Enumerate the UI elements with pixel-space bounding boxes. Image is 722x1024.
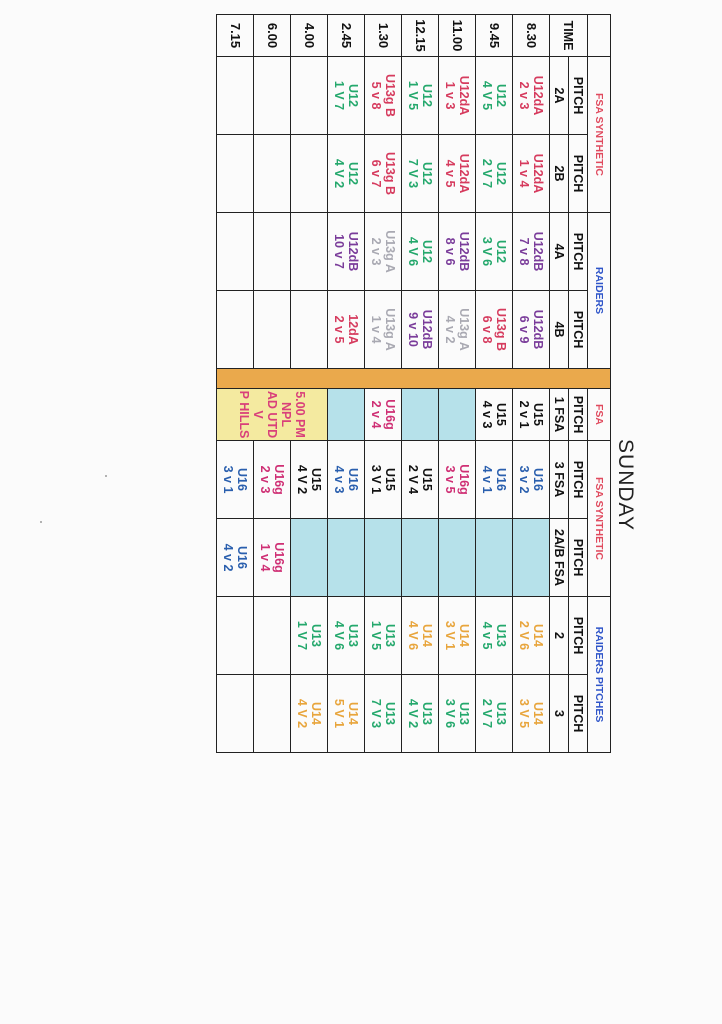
pitch-id-header: 3 [550, 675, 569, 753]
time-cell: 7.15 [217, 15, 254, 57]
team-label: U13 [494, 702, 508, 725]
team-label: U12dB [420, 309, 434, 350]
empty-block [365, 519, 402, 597]
match-cell [402, 441, 439, 519]
match-label: 4 V 6 [332, 620, 346, 651]
match-cell [217, 675, 254, 753]
match-cell [365, 441, 402, 519]
npl-fixture [217, 389, 328, 441]
match-cell [328, 441, 365, 519]
pitch-header: PITCH [569, 389, 588, 441]
match-cell [513, 597, 550, 675]
match-cell [291, 57, 328, 135]
match-label: 2 v 3 [258, 465, 272, 494]
match-cell [328, 213, 365, 291]
group-fsa: FSA [588, 389, 611, 441]
match-cell [513, 291, 550, 369]
match-label: 4 V 2 [332, 158, 346, 189]
match-label: 5 v 8 [369, 81, 383, 110]
time-cell: 2.45 [328, 15, 365, 57]
npl-line: 5.00 PM [293, 391, 307, 438]
match-cell [439, 57, 476, 135]
match-cell [476, 213, 513, 291]
pitch-header: PITCH [569, 597, 588, 675]
time-cell: 4.00 [291, 15, 328, 57]
match-cell [402, 57, 439, 135]
match-cell [402, 675, 439, 753]
pitch-header: PITCH [569, 57, 588, 135]
npl-line: NPL [279, 402, 293, 427]
match-cell [513, 213, 550, 291]
pitch-header: PITCH [569, 135, 588, 213]
time-header-spacer [588, 15, 611, 57]
schedule-table [216, 14, 611, 753]
team-label: U12dA [457, 75, 471, 116]
match-label: 2 V 4 [406, 464, 420, 495]
team-label: U16g [272, 464, 286, 495]
match-label: 3 v 1 [221, 465, 235, 494]
time-header: TIME [550, 15, 588, 57]
match-cell [291, 675, 328, 753]
match-cell [365, 291, 402, 369]
time-cell: 9.45 [476, 15, 513, 57]
time-cell: 11.00 [439, 15, 476, 57]
match-label: 1 V 7 [295, 620, 309, 651]
team-label: U13g A [457, 308, 471, 351]
match-label: 1 v 4 [517, 159, 531, 188]
match-cell [365, 389, 402, 441]
match-label: 4 v 1 [480, 465, 494, 494]
npl-line: V [251, 410, 265, 419]
match-label: 4 V 2 [295, 698, 309, 729]
team-label: U12 [494, 162, 508, 185]
match-cell [365, 135, 402, 213]
group-raiders-pitches: RAIDERS PITCHES [588, 597, 611, 753]
empty-block [291, 519, 328, 597]
match-cell [328, 675, 365, 753]
match-cell [217, 597, 254, 675]
match-cell [402, 135, 439, 213]
match-cell [513, 441, 550, 519]
match-cell [439, 675, 476, 753]
match-label: 1 V 5 [406, 80, 420, 111]
team-label: U12dB [531, 309, 545, 350]
empty-block [402, 389, 439, 441]
team-label: U13 [309, 624, 323, 647]
match-label: 4 V 2 [295, 464, 309, 495]
empty-block [513, 519, 550, 597]
match-cell [291, 291, 328, 369]
match-cell [217, 519, 254, 597]
match-label: 3 V 6 [480, 236, 494, 267]
team-label: U12 [420, 162, 434, 185]
match-cell [291, 135, 328, 213]
match-label: 2 v 5 [332, 315, 346, 344]
pitch-id-header: 2B [550, 135, 569, 213]
time-cell: 1.30 [365, 15, 402, 57]
match-label: 2 V 6 [517, 620, 531, 651]
match-label: 7 V 3 [406, 158, 420, 189]
empty-block [328, 519, 365, 597]
team-label: U15 [494, 403, 508, 426]
team-label: U12 [494, 84, 508, 107]
team-label: U14 [531, 624, 545, 647]
match-label: 3 V 1 [369, 464, 383, 495]
team-label: U15 [309, 468, 323, 491]
team-label: U15 [383, 468, 397, 491]
match-label: 3 V 1 [443, 620, 457, 651]
pitch-header: PITCH [569, 675, 588, 753]
team-label: U13 [494, 624, 508, 647]
match-cell [328, 135, 365, 213]
team-label: U16 [235, 546, 249, 569]
team-label: U13 [383, 624, 397, 647]
empty-block [328, 389, 365, 441]
match-label: 4 v 5 [443, 159, 457, 188]
team-label: U16 [494, 468, 508, 491]
team-label: U12dA [531, 153, 545, 194]
team-label: U13 [383, 702, 397, 725]
match-cell [513, 135, 550, 213]
match-label: 6 v 7 [369, 159, 383, 188]
team-label: U15 [420, 468, 434, 491]
match-cell [217, 135, 254, 213]
team-label: U13 [457, 702, 471, 725]
match-cell [328, 597, 365, 675]
match-cell [254, 213, 291, 291]
match-label: 7 V 3 [369, 698, 383, 729]
match-label: 2 v 4 [369, 400, 383, 429]
team-label: U14 [457, 624, 471, 647]
table-row [588, 15, 611, 753]
match-cell [254, 57, 291, 135]
match-label: 4 v 3 [332, 465, 346, 494]
pitch-header: PITCH [569, 519, 588, 597]
match-cell [217, 213, 254, 291]
match-cell [476, 389, 513, 441]
team-label: U13g A [383, 308, 397, 351]
team-label: U12 [346, 162, 360, 185]
team-label: U12dB [346, 231, 360, 272]
time-cell: 8.30 [513, 15, 550, 57]
group-fsa-synthetic-right: FSA SYNTHETIC [588, 441, 611, 597]
team-label: U12dB [531, 231, 545, 272]
empty-block [439, 389, 476, 441]
match-cell [513, 389, 550, 441]
match-cell [217, 57, 254, 135]
match-cell [254, 441, 291, 519]
match-cell [402, 213, 439, 291]
team-label: U15 [531, 403, 545, 426]
match-cell [439, 135, 476, 213]
match-cell [476, 291, 513, 369]
match-label: 4 v 5 [480, 621, 494, 650]
match-label: 1 V 7 [332, 80, 346, 111]
match-label: 3 v 5 [443, 465, 457, 494]
group-raiders-left: RAIDERS [588, 213, 611, 369]
match-label: 7 v 8 [517, 237, 531, 266]
match-label: 4 V 6 [406, 620, 420, 651]
match-label: 4 V 5 [480, 80, 494, 111]
pitch-header: PITCH [569, 213, 588, 291]
match-cell [439, 213, 476, 291]
match-label: 3 v 2 [517, 465, 531, 494]
empty-block [439, 519, 476, 597]
match-cell [402, 291, 439, 369]
group-fsa-synthetic-left: FSA SYNTHETIC [588, 57, 611, 213]
match-cell [291, 597, 328, 675]
team-label: U12dA [531, 75, 545, 116]
empty-block [402, 519, 439, 597]
team-label: U13g A [383, 230, 397, 273]
match-label: 6 v 9 [517, 315, 531, 344]
match-cell [476, 57, 513, 135]
match-label: 3 V 6 [443, 698, 457, 729]
team-label: U14 [420, 624, 434, 647]
match-cell [513, 57, 550, 135]
team-label: U16g [383, 399, 397, 430]
match-label: 1 v 4 [258, 543, 272, 572]
pitch-id-header: 1 FSA [550, 389, 569, 441]
team-label: U14 [346, 702, 360, 725]
match-cell [254, 675, 291, 753]
npl-line: AD UTD [265, 390, 279, 439]
match-label: 10 v 7 [332, 234, 346, 269]
pitch-id-header: 3 FSA [550, 441, 569, 519]
time-cell: 6.00 [254, 15, 291, 57]
pitch-header: PITCH [569, 291, 588, 369]
match-label: 6 v 8 [480, 315, 494, 344]
match-cell [254, 135, 291, 213]
empty-block [476, 519, 513, 597]
match-cell [439, 597, 476, 675]
match-label: 2 v 3 [517, 81, 531, 110]
match-cell [439, 291, 476, 369]
team-label: 12dA [346, 314, 360, 345]
match-label: 1 v 3 [443, 81, 457, 110]
match-cell [254, 597, 291, 675]
match-cell [365, 675, 402, 753]
team-label: U13g B [383, 73, 397, 118]
match-cell [254, 291, 291, 369]
match-cell [476, 597, 513, 675]
team-label: U12dA [457, 153, 471, 194]
match-cell [402, 597, 439, 675]
match-cell [365, 213, 402, 291]
team-label: U12 [346, 84, 360, 107]
team-label: U13g B [494, 307, 508, 352]
team-label: U13g B [383, 151, 397, 196]
match-cell [328, 291, 365, 369]
match-cell [291, 213, 328, 291]
pitch-id-header: 4A [550, 213, 569, 291]
match-label: 3 V 5 [517, 698, 531, 729]
match-label: 2 v 3 [369, 237, 383, 266]
match-cell [217, 441, 254, 519]
match-cell [439, 441, 476, 519]
match-cell [476, 135, 513, 213]
match-cell [513, 675, 550, 753]
match-cell [476, 441, 513, 519]
match-label: 5 V 1 [332, 698, 346, 729]
pitch-id-header: 4B [550, 291, 569, 369]
match-cell [476, 675, 513, 753]
pitch-header: PITCH [569, 441, 588, 519]
team-label: U13 [346, 624, 360, 647]
npl-line: P HILLS [237, 390, 251, 439]
pitch-id-header: 2 [550, 597, 569, 675]
team-label: U16 [235, 468, 249, 491]
match-label: 8 v 6 [443, 237, 457, 266]
match-label: 1 v 4 [369, 315, 383, 344]
match-cell [365, 597, 402, 675]
break-column [217, 369, 611, 389]
match-cell [254, 519, 291, 597]
pitch-id-header: 2A/B FSA [550, 519, 569, 597]
team-label: U14 [309, 702, 323, 725]
pitch-id-header: 2A [550, 57, 569, 135]
match-label: 9 v 10 [406, 312, 420, 347]
match-label: 4 v 3 [480, 400, 494, 429]
team-label: U16g [272, 542, 286, 573]
team-label: U12 [420, 240, 434, 263]
match-label: 4 V 2 [406, 698, 420, 729]
match-cell [365, 57, 402, 135]
match-cell [291, 441, 328, 519]
match-label: 2 V 7 [480, 698, 494, 729]
team-label: U14 [531, 702, 545, 725]
match-label: 2 v 1 [517, 400, 531, 429]
match-label: 4 V 6 [406, 236, 420, 267]
match-label: 4 v 2 [443, 315, 457, 344]
match-label: 1 V 5 [369, 620, 383, 651]
team-label: U12 [420, 84, 434, 107]
team-label: U16 [346, 468, 360, 491]
team-label: U12dB [457, 231, 471, 272]
team-label: U16 [531, 468, 545, 491]
match-cell [217, 291, 254, 369]
team-label: U12 [494, 240, 508, 263]
team-label: U13 [420, 702, 434, 725]
match-label: 4 v 2 [221, 543, 235, 572]
page-title: SUNDAY [614, 439, 637, 531]
match-cell [328, 57, 365, 135]
time-cell: 12.15 [402, 15, 439, 57]
team-label: U16g [457, 464, 471, 495]
match-label: 2 V 7 [480, 158, 494, 189]
